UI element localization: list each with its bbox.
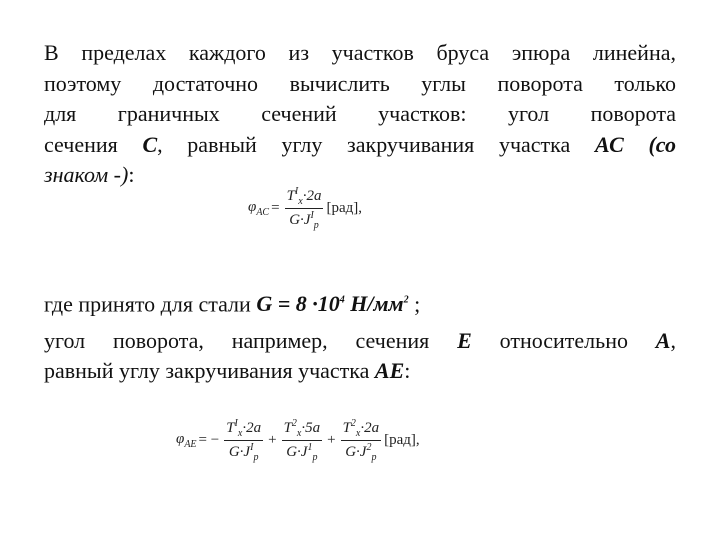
text-fragment: знаком -)	[44, 162, 129, 187]
paragraph-2	[44, 286, 676, 387]
paragraph-1	[44, 38, 676, 191]
numerator: $T^I_x\cdot 2a$	[286, 186, 322, 207]
fraction	[285, 186, 324, 231]
denominator: $G\cdot J^2_p$	[345, 442, 377, 463]
text-line: В пределах каждого из участков бруса эпюра линейна,	[44, 40, 676, 65]
formula-phi-ae	[176, 418, 420, 463]
fraction	[224, 418, 263, 463]
segment-label: АЕ	[374, 358, 405, 384]
unit-label: [рад],	[326, 200, 362, 216]
denominator: $G\cdot J^I_p$	[228, 442, 259, 463]
numerator: $T^2_x\cdot 2a$	[342, 418, 380, 439]
section-label: А	[655, 327, 671, 353]
unit-label: [рад],	[384, 432, 420, 448]
text-line: равный углу закручивания участка АЕ:	[44, 358, 411, 384]
formula-lhs: $\varphi_{AE}$	[176, 431, 197, 450]
formula-phi-ac	[248, 186, 362, 231]
text-fragment: сечения	[44, 131, 143, 157]
denominator: $G\cdot J^I_p$	[289, 210, 319, 231]
formula-lhs: $\varphi_{AC}$	[248, 199, 270, 218]
section-label: С	[142, 131, 158, 157]
text-line: угол поворота, например, сечения Е относительно А,	[44, 327, 676, 353]
plus-sign: +	[327, 432, 336, 448]
segment-label: АС (со	[594, 131, 676, 157]
text-line: поэтому достаточно вычислить углы поворота только	[44, 70, 676, 96]
numerator: $T^2_x\cdot 5a$	[283, 418, 321, 439]
text-fragment: :	[128, 162, 135, 187]
fraction	[341, 418, 382, 463]
text-line: для граничных сечений участков: угол поворота	[44, 101, 676, 126]
text-line	[44, 130, 676, 161]
denominator: $G\cdot J^1_p$	[286, 442, 318, 463]
plus-sign: +	[268, 432, 277, 448]
numerator: $T^I_x\cdot 2a$	[226, 418, 262, 439]
equals-sign: = −	[198, 432, 220, 448]
section-label: Е	[457, 327, 472, 353]
text-line: где принято для стали $G = 8 \cdot 10^4$ $Н/мм^2$ ;	[44, 291, 421, 317]
modulus-value: $G = 8 \cdot 10^4$ $Н/мм^2$	[256, 291, 409, 317]
equals-sign: =	[271, 200, 280, 216]
fraction	[282, 418, 323, 463]
text-fragment: , равный углу закручивания участка	[157, 131, 595, 157]
